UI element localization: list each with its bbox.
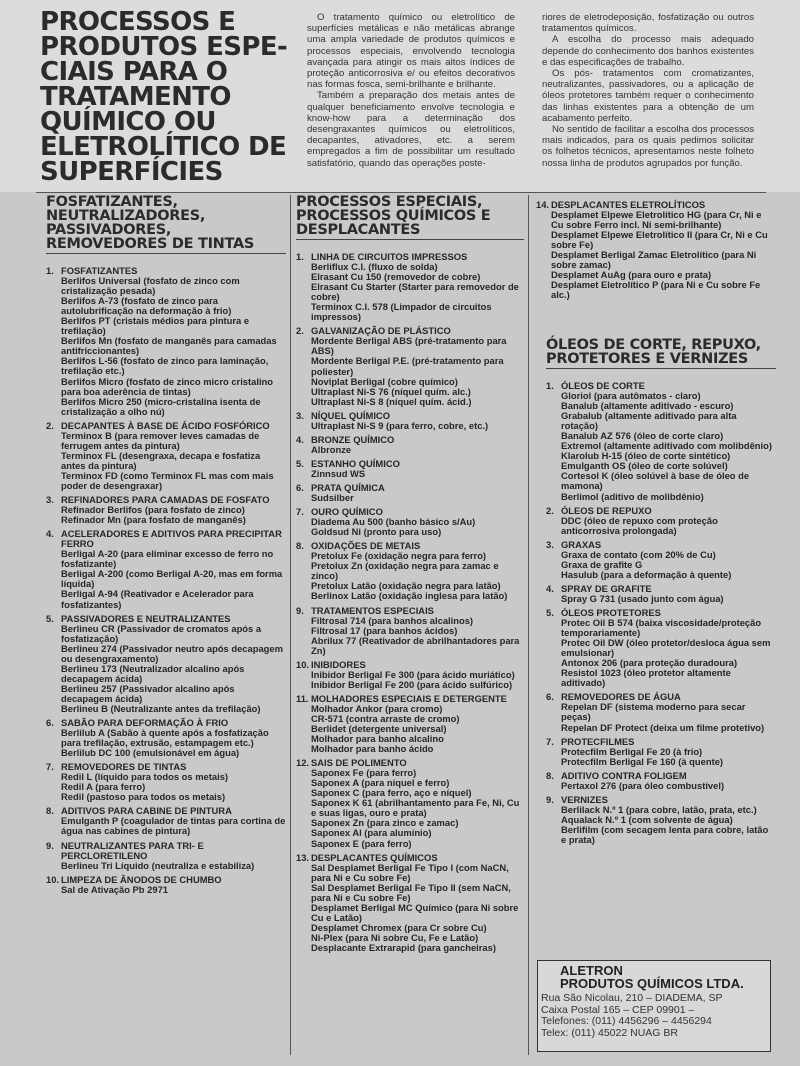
product-item: Saponex E (para ferro) [311, 837, 412, 849]
product-item: Redil A (para ferro) [61, 781, 146, 793]
product-item: Berlineu CR (Passivador de cromatos após a fosfatização) [61, 622, 262, 644]
group-title: DECAPANTES À BASE DE ÁCIDO FOSFÓRICO [61, 419, 270, 431]
group-title: PROTECFILMES [561, 735, 635, 747]
product-item: Protec Oil B 574 (baixa viscosidade/proteção temporariamente) [561, 617, 762, 639]
product-item: Filtrosal 17 (para banhos ácidos) [311, 624, 458, 636]
group-title: REMOVEDORES DE ÁGUA [561, 691, 681, 703]
intro-paragraph: riores de eletrodeposição, fosfatização ou outros tratamentos químicos. [542, 12, 754, 35]
product-item: Berlilack N.º 1 (para cobre, latão, prata, etc.) [561, 803, 757, 815]
product-item: Goldsud Ni (pronto para uso) [311, 526, 442, 538]
company-box [537, 960, 771, 1052]
product-item: Elrasant Cu 150 (removedor de cobre) [311, 271, 481, 283]
product-item: Pertaxol 276 (para óleo combustível) [561, 779, 725, 791]
product-list-desplacantes-eletroliticos [536, 200, 776, 300]
product-item: Mordente Berligal P.E. (pré-tratamento para poliester) [311, 355, 504, 377]
product-item: Inibidor Berligal Fe 200 (para ácido sulfúrico) [311, 678, 513, 690]
product-item: Berlilub DC 100 (emulsionável em água) [61, 747, 240, 759]
product-item: Desplacante Extrarapid (para gancheiras) [311, 942, 496, 953]
product-item: Refinador Berlifos (para fosfato de zinco) [61, 504, 245, 516]
product-item: Sal Desplamet Berligal Fe Tipo I (com NaCN, para Ni e Cu sobre Fe) [311, 861, 509, 883]
product-item: Antonox 206 (para proteção duradoura) [561, 657, 738, 669]
product-list-fosfatizantes [46, 266, 286, 895]
group-title: DESPLACANTES ELETROLÍTICOS [551, 199, 706, 210]
product-group [46, 614, 286, 714]
group-heading [46, 841, 286, 861]
product-item: CR-571 (contra arraste de cromo) [311, 712, 460, 724]
group-number: 1. [296, 251, 304, 262]
product-item: Albronze [311, 443, 352, 455]
product-item: Berlifos A-73 (fosfato de zinco para autolubrificação na deformação à frio) [61, 295, 232, 317]
group-title: PRATA QUÍMICA [311, 481, 385, 493]
intro-paragraph: A escolha do processo mais adequado depende do conhecimento dos banhos existentes e das especificações de trabalho. [542, 34, 754, 68]
product-item: Berlifos Micro 250 (micro-cristalina isenta de cristalização a olho nú) [61, 395, 261, 417]
group-title: ADITIVO CONTRA FOLIGEM [561, 769, 687, 781]
product-item: Klarolub H-15 (óleo de corte sintético) [561, 450, 731, 462]
product-item: Banalub (altamente aditivado - escuro) [561, 400, 734, 412]
product-item: Ultraplast Ni-S 76 (níquel quím. alc.) [311, 385, 471, 397]
product-group [46, 875, 286, 895]
group-title: REMOVEDORES DE TINTAS [61, 761, 187, 773]
group-number: 8. [546, 769, 554, 781]
group-number: 3. [46, 494, 54, 506]
product-group [296, 252, 524, 322]
group-title: LIMPEZA DE ÂNODOS DE CHUMBO [61, 873, 222, 885]
column-oleos [546, 338, 776, 849]
group-number: 3. [546, 538, 554, 550]
column-divider-2 [528, 195, 529, 1055]
group-heading [46, 529, 286, 549]
product-item: Elrasant Cu Starter (Starter para removedor de cobre) [311, 281, 519, 303]
group-title: OXIDAÇÕES DE METAIS [311, 540, 421, 552]
group-number: 7. [546, 735, 554, 747]
product-item: Berlilub A (Sabão à quente após a fosfatização para trefilação, extrusão, estampagem etc.) [61, 727, 269, 749]
group-number: 13. [296, 851, 310, 863]
section-title-processos: PROCESSOS ESPECIAIS, PROCESSOS QUÍMICOS E DESPLACANTES [296, 194, 491, 238]
group-number: 2. [546, 504, 554, 516]
intro-paragraph: O tratamento químico ou eletrolítico de superfícies metálicas e não metálicas abrange uma ampla variedade de produtos químicos e processos especiais, envolvendo tecnologia avançada para atingir os mais altos índices de proteção anticorrosiva e/ ou efeitos decorativos nas formas fosca, semi-brilhante e brilhante. [307, 12, 515, 91]
product-item: Resistol 1023 (óleo protetor altamente aditivado) [561, 667, 731, 689]
group-title: NEUTRALIZANTES PARA TRI- E PERCLORETILENO [61, 839, 204, 861]
product-item: Grabalub (altamente aditivado para alta rotação) [561, 410, 737, 432]
group-number: 7. [296, 506, 304, 518]
product-group [546, 692, 776, 732]
product-item: Molhador Ankor (para cromo) [311, 702, 443, 714]
group-number: 2. [296, 325, 304, 337]
product-item: Saponex Zn (para zinco e zamac) [311, 817, 459, 829]
product-group [536, 200, 776, 300]
product-item: Pretolux Latão (oxidação negra para latão) [311, 580, 501, 592]
product-item: Protecfilm Berligal Fe 160 (à quente) [561, 755, 724, 767]
product-group [46, 421, 286, 491]
product-item: Repelan DF (sistema moderno para secar peças) [561, 701, 746, 723]
product-group [296, 326, 524, 406]
product-group [46, 762, 286, 802]
product-item: Berlineu 257 (Passivador alcalino após decapagem ácida) [61, 682, 235, 704]
product-item: DDC (óleo de repuxo com proteção anticorrosiva prolongada) [561, 514, 718, 536]
page-title: PROCESSOS E PRODUTOS ESPE-CIAIS PARA O TRATAMENTO QUÍMICO OU ELETROLÍTICO DE SUPERFÍCIES [40, 7, 288, 187]
product-item: Zinnsud WS [311, 467, 366, 479]
group-title: VERNIZES [561, 793, 608, 805]
product-item: Filtrosal 714 (para banhos alcalinos) [311, 614, 474, 626]
product-item: Inibidor Berligal Fe 300 (para ácido muriático) [311, 668, 515, 680]
group-number: 5. [46, 612, 54, 624]
product-group [296, 459, 524, 479]
column-divider-1 [290, 195, 291, 1055]
product-item: Redil (pastoso para todos os metais) [61, 791, 226, 803]
group-number: 4. [296, 433, 304, 445]
product-item: Berlifos PT (cristais médios para pintura e trefilação) [61, 315, 250, 337]
group-number: 6. [546, 691, 554, 703]
product-item: Repelan DF Protect (deixa um filme protetivo) [561, 721, 765, 733]
product-group [46, 529, 286, 609]
product-group [546, 608, 776, 688]
group-number: 9. [296, 604, 304, 616]
product-item: Ultraplast Ni-S 9 (para ferro, cobre, etc.) [311, 419, 489, 431]
product-item: Desplamet Elpewe Eletrolítico HG (para Cr, Ni e Cu sobre Ferro incl. Ni semi-brilhante) [551, 209, 762, 231]
product-item: Emulganth P (coagulador de tintas para cortina de água nas cabines de pintura) [61, 815, 286, 837]
group-title: TRATAMENTOS ESPECIAIS [311, 604, 434, 616]
product-group [546, 795, 776, 845]
group-number: 10. [46, 873, 60, 885]
product-item: Cortesol K (óleo solúvel à base de óleo de mamona) [561, 470, 750, 492]
group-title: ÓLEOS DE CORTE [561, 380, 645, 391]
product-item: Banalub AZ 576 (óleo de corte claro) [561, 430, 724, 442]
column-processos-especiais [296, 195, 524, 957]
product-item: Sudsilber [311, 492, 354, 504]
group-title: OURO QUÍMICO [311, 506, 383, 518]
group-title: INIBIDORES [311, 658, 366, 670]
product-group [546, 737, 776, 767]
group-number: 4. [546, 582, 554, 594]
product-item: Berlineu 274 (Passivador neutro após decapagem ou desengraxamento) [61, 642, 283, 664]
company-phones: Telefones: (011) 4456296 – 4456294 [541, 1015, 712, 1028]
product-group [296, 660, 524, 690]
group-number: 4. [46, 528, 54, 540]
product-item: Berligal A-200 (como Berligal A-20, mas em forma líquida) [61, 568, 283, 590]
product-item: Sal Desplamet Berligal Fe Tipo II (sem NaCN, para Ni e Cu sobre Fe) [311, 881, 511, 903]
product-item: Protecfilm Berligal Fe 20 (à frio) [561, 745, 703, 757]
product-item: Berlineu Tri Líquido (neutraliza e estabiliza) [61, 859, 255, 871]
product-item: Saponex Al (para alumínio) [311, 827, 432, 839]
group-number: 7. [46, 761, 54, 773]
product-item: Berlineu 173 (Neutralizador alcalino após decapagem ácida) [61, 662, 245, 684]
group-title: GRAXAS [561, 538, 602, 550]
group-number: 1. [546, 380, 554, 391]
group-number: 3. [296, 409, 304, 421]
product-item: Extremol (altamente aditivado com molibdênio) [561, 440, 772, 452]
product-item: Desplamet Berligal Zamac Eletrolítico (para Ni sobre zamac) [551, 249, 757, 271]
product-group [296, 758, 524, 848]
company-legal-name: PRODUTOS QUÍMICOS LTDA. [560, 976, 744, 991]
group-number: 8. [46, 805, 54, 817]
product-item: Desplamet Chromex (para Cr sobre Cu) [311, 921, 487, 933]
product-item: Molhador para banho ácido [311, 743, 434, 755]
product-item: Noviplat Berligal (cobre químico) [311, 375, 458, 387]
product-item: Hasulub (para a deformação à quente) [561, 568, 732, 580]
product-item: Protec Oil DW (óleo protetor/desloca água sem emulsionar) [561, 637, 771, 659]
group-title: ÓLEOS DE REPUXO [561, 504, 652, 516]
group-title: FOSFATIZANTES [61, 265, 138, 276]
product-item: Berlifos Micro (fosfato de zinco micro cristalino para boa aderência de tintas) [61, 375, 274, 397]
intro-paragraph: Também a preparação dos metais antes de qualquer beneficiamento envolve tecnologia e know-how para a determinação dos desengraxantes químicos ou eletrolíticos, decapantes, ativadores, etc. a serem empregados a fim de possibilitar um resultado satisfatório, quando das operações poste- [307, 90, 515, 169]
group-title: PASSIVADORES E NEUTRALIZANTES [61, 612, 231, 624]
product-item: Spray G 731 (usado junto com água) [561, 592, 724, 604]
product-item: Ultraplast Ni-S 8 (níquel quím. ácid.) [311, 395, 472, 407]
product-item: Refinador Mn (para fosfato de manganês) [61, 514, 246, 526]
product-item: Diadema Au 500 (banho básico s/Au) [311, 516, 476, 528]
group-number: 5. [546, 606, 554, 618]
product-group [296, 411, 524, 431]
product-item: Berlineu B (Neutralizante antes da trefilação) [61, 702, 261, 714]
group-number: 11. [296, 692, 309, 704]
product-group [296, 853, 524, 953]
group-number: 10. [296, 658, 310, 670]
product-item: Sal de Ativação Pb 2971 [61, 883, 168, 895]
group-number: 5. [296, 457, 304, 469]
group-title: ACELERADORES E ADITIVOS PARA PRECIPITAR FERRO [61, 528, 282, 550]
product-item: Pretolux Fe (oxidação negra para ferro) [311, 550, 487, 562]
group-title: DESPLACANTES QUÍMICOS [311, 851, 438, 863]
intro-column-2 [542, 12, 754, 169]
product-item: Berligal A-94 (Reativador e Acelerador para fosfatizantes) [61, 588, 254, 610]
section-title-oleos: ÓLEOS DE CORTE, REPUXO, PROTETORES E VERNIZES [546, 337, 761, 367]
group-title: GALVANIZAÇÃO DE PLÁSTICO [311, 325, 451, 337]
company-address: Rua São Nicolau, 210 – DIADEMA, SP [541, 992, 723, 1004]
intro-paragraph: Os pós- tratamentos com cromatizantes, neutralizantes, passivadores, ou a aplicação de óleos protetores também requer o conhecimento das linhas existentes para a obtenção de um acabamento perfeito. [542, 68, 754, 124]
product-item: Terminox FL (desengraxa, decapa e fosfatiza antes da pintura) [61, 449, 261, 471]
group-title: ESTANHO QUÍMICO [311, 457, 400, 469]
product-item: Mordente Berligal ABS (pré-tratamento para ABS) [311, 335, 507, 357]
section-title-rule [546, 368, 776, 369]
product-item: Graxa de grafite G [561, 558, 643, 570]
product-item: Berliflux C.I. (fluxo de solda) [311, 261, 438, 273]
product-item: Molhador para banho alcalino [311, 733, 444, 745]
product-group [46, 718, 286, 758]
group-title: SPRAY DE GRAFITE [561, 582, 652, 594]
group-title: MOLHADORES ESPECIAIS E DETERGENTE [311, 692, 507, 704]
product-group [296, 507, 524, 537]
product-item: Aqualack N.º 1 (com solvente de água) [561, 813, 733, 825]
product-item: Terminox B (para remover leves camadas de ferrugem antes da pintura) [61, 429, 260, 451]
company-postal: Caixa Postal 165 – CEP 09901 – [541, 1003, 695, 1016]
intro-paragraph: No sentido de facilitar a escolha dos processos mais indicados, para os quais pedimos solicitar os folhetos técnicos, apresentamos neste folheto nossa linha de produtos agrupados por função. [542, 124, 754, 169]
product-item: Emulganth OS (óleo de corte solúvel) [561, 460, 728, 472]
product-group [546, 381, 776, 502]
product-group [546, 771, 776, 791]
product-group [296, 694, 524, 754]
group-number: 14. [536, 199, 550, 210]
group-title: ADITIVOS PARA CABINE DE PINTURA [61, 805, 232, 817]
product-item: Berlimol (aditivo de molibdênio) [561, 490, 704, 502]
product-item: Desplamet Elpewe Eletrolítico II (para Cr, Ni e Cu sobre Fe) [551, 229, 768, 251]
product-group [296, 435, 524, 455]
group-number: 2. [46, 419, 54, 431]
product-group [296, 541, 524, 601]
product-group [546, 506, 776, 536]
group-title: BRONZE QUÍMICO [311, 433, 395, 445]
product-item: Desplamet Eletrolítico P (para Ni e Cu sobre Fe alc.) [551, 279, 761, 301]
group-number: 1. [46, 265, 54, 276]
product-item: Terminox C.I. 578 (Limpador de circuitos impressos) [311, 301, 492, 323]
product-list-oleos [546, 381, 776, 845]
group-title: ÓLEOS PROTETORES [561, 606, 661, 618]
product-item: Pretolux Zn (oxidação negra para zamac e zinco) [311, 560, 499, 582]
company-telex: Telex: (011) 45022 NUAG BR [541, 1026, 678, 1039]
section-title-fosfatizantes: FOSFATIZANTES, NEUTRALIZADORES, PASSIVADORES, REMOVEDORES DE TINTAS [46, 194, 255, 252]
product-item: Gloriol (para autômatos - claro) [561, 390, 701, 402]
group-number: 9. [546, 793, 554, 805]
product-list-processos [296, 252, 524, 953]
product-item: Berligal A-20 (para eliminar excesso de ferro no fosfatizante) [61, 548, 274, 570]
product-item: Berlifilm (com secagem lenta para cobre, latão e prata) [561, 823, 769, 845]
product-item: Berlifos Universal (fosfato de zinco com cristalização pesada) [61, 275, 240, 297]
product-item: Ni-Plex (para Ni sobre Cu, Fe e Latão) [311, 931, 479, 943]
product-item: Berlifos L-56 (fosfato de zinco para laminação, trefilação etc.) [61, 355, 269, 377]
product-item: Saponex K 61 (abrilhantamento para Fe, Ni, Cu e suas ligas, ouro e prata) [311, 797, 520, 819]
product-group [546, 584, 776, 604]
section-title-rule [296, 239, 524, 240]
product-item: Berlinox Latão (oxidação inglesa para latão) [311, 590, 508, 602]
product-item: Terminox FD (como Terminox FL mas com mais poder de desengraxar) [61, 469, 274, 491]
product-item: Saponex C (para ferro, aço e níquel) [311, 787, 472, 799]
group-title: LINHA DE CIRCUITOS IMPRESSOS [311, 251, 468, 262]
product-item: Desplamet AuAg (para ouro e prata) [551, 269, 712, 281]
group-title: SAIS DE POLIMENTO [311, 757, 407, 769]
group-number: 9. [46, 839, 54, 851]
product-group [46, 495, 286, 525]
column-desplacantes-eletroliticos [536, 200, 776, 304]
section-divider [36, 192, 766, 193]
group-title: NÍQUEL QUÍMICO [311, 409, 390, 421]
product-item: Abrilux 77 (Reativador de abrilhantadores para Zn) [311, 634, 520, 656]
group-number: 8. [296, 540, 304, 552]
section-title-rule [46, 253, 286, 254]
product-item: Saponex A (para níquel e ferro) [311, 777, 450, 789]
product-group [296, 483, 524, 503]
company-name: ALETRON [560, 963, 623, 978]
product-item: Saponex Fe (para ferro) [311, 767, 417, 779]
column-fosfatizantes [46, 195, 286, 899]
product-item: Graxa de contato (com 20% de Cu) [561, 548, 716, 560]
product-item: Berlidet (detergente universal) [311, 723, 447, 735]
product-item: Berlifos Mn (fosfato de manganês para camadas antifriccionantes) [61, 335, 277, 357]
product-item: Desplamet Berligal MC Químico (para Ni sobre Cu e Latão) [311, 901, 519, 923]
product-group [46, 266, 286, 417]
group-number: 6. [46, 717, 54, 729]
product-group [296, 606, 524, 656]
group-title: REFINADORES PARA CAMADAS DE FOSFATO [61, 494, 270, 506]
group-number: 6. [296, 481, 304, 493]
intro-column-1 [307, 12, 515, 169]
product-group [46, 841, 286, 871]
product-group [546, 540, 776, 580]
group-title: SABÃO PARA DEFORMAÇÃO À FRIO [61, 717, 229, 729]
product-item: Redil L (líquido para todos os metais) [61, 771, 229, 783]
product-group [46, 806, 286, 836]
group-number: 12. [296, 757, 310, 769]
